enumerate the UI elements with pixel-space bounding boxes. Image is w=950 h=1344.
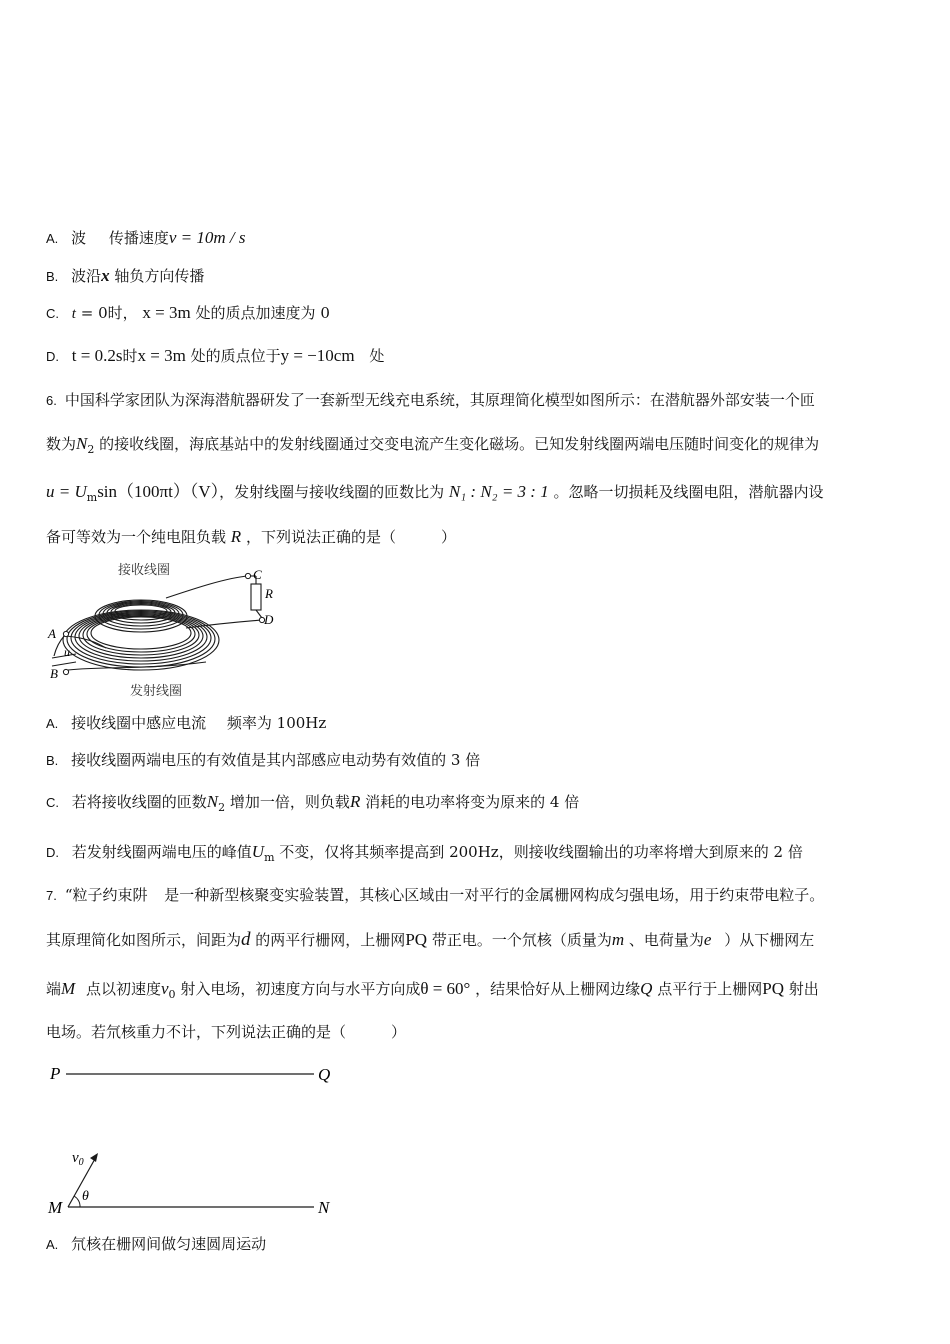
q5-option-b: B. 波沿x 轴负方向传播 — [46, 266, 205, 285]
label-n: N — [318, 1198, 330, 1217]
grid-diagram — [46, 1058, 346, 1223]
label-b: B — [50, 666, 58, 681]
q6-option-c: C. 若将接收线圈的匝数$N_2$ 增加一倍，则负载R 消耗的电功率将变为原来的 4 倍 — [46, 792, 580, 814]
q6-line-4: 备可等效为一个纯电阻负载 R ，下列说法正确的是（ ） — [46, 527, 456, 546]
q6-option-b: B. 接收线圈两端电压的有效值是其内部感应电动势有效值的 3 倍 — [46, 751, 481, 769]
q7-line-4: 电场。若氘核重力不计，下列说法正确的是（ ） — [46, 1023, 407, 1041]
label-v0: $v_0$ — [72, 1150, 84, 1168]
label-r: R — [265, 586, 273, 601]
label-u: u — [64, 645, 70, 659]
label-d: D — [264, 612, 274, 627]
q7-line-3: 端M 点以初速度$v_0$ 射入电场，初速度方向与水平方向成θ = 60° ，结果恰好从上栅网边缘Q 点平行于上栅网PQ 射出 — [46, 979, 819, 1001]
label-theta: θ — [82, 1189, 89, 1204]
q6-line-2: 数为$N_2$ 的接收线圈，海底基站中的发射线圈通过交变电流产生变化磁场。已知发射线圈两端电压随时间变化的规律为 — [46, 434, 820, 456]
q7-line-2: 其原理简化如图所示，间距为d 的两平行栅网，上栅网PQ 带正电。一个氘核（质量为m 、电荷量为e ）从下栅网左 — [46, 929, 815, 950]
send-label: 发射线圈 — [130, 684, 183, 699]
q6-line-3: $u = U_m\sin(100\pi t)(V)$，发射线圈与接收线圈的匝数比为 N₁ : N₂ = 3 : 1 。忽略一切损耗及线圈电阻，潜航器内设 — [46, 482, 824, 504]
q5-option-d: D. t = 0.2s时x = 3m 处的质点位于y = −10cm 处 — [46, 346, 385, 365]
recv-label: 接收线圈 — [118, 563, 171, 578]
q6-line-1: 6. 中国科学家团队为深海潜航器研发了一套新型无线充电系统，其原理简化模型如图所示：在潜航器外部安装一个匝 — [46, 391, 815, 409]
label-p: P — [50, 1064, 61, 1083]
q5-option-a: A. 波 传播速度v = 10m / s — [46, 228, 246, 247]
q6-option-a: A. 接收线圈中感应电流 频率为 100Hz — [46, 714, 327, 732]
resistor — [251, 584, 261, 610]
velocity-arrowhead — [90, 1153, 98, 1162]
label-q: Q — [318, 1065, 331, 1084]
q5-option-c: C. t = 0时， x = 3m 处的质点加速度为 0 — [46, 303, 330, 322]
q7-line-1: 7. “粒子约束阱 是一种新型核聚变实验装置，其核心区域由一对平行的金属栅网构成匀强电场，用于约束带电粒子。 — [46, 886, 825, 904]
label-m: M — [48, 1198, 63, 1217]
coil-diagram — [46, 558, 286, 706]
q6-option-d: D. 若发射线圈两端电压的峰值$U_m$ 不变，仅将其频率提高到 200Hz，则接收线圈输出的功率将增大到原来的 2 倍 — [46, 842, 803, 864]
label-a: A — [48, 626, 56, 641]
q7-option-a: A. 氘核在栅网间做匀速圆周运动 — [46, 1235, 267, 1253]
label-c: C — [253, 567, 262, 582]
